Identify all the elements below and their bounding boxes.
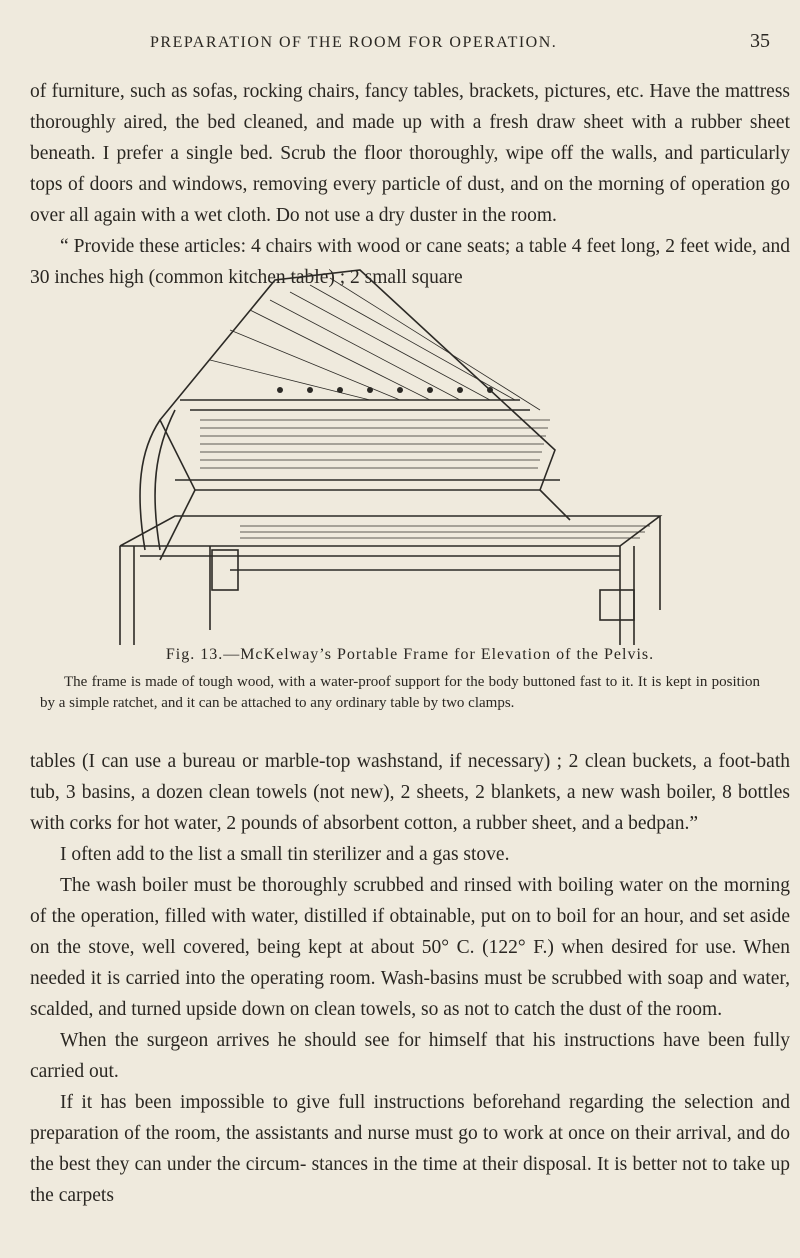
running-title: PREPARATION OF THE ROOM FOR OPERATION. [150,34,558,51]
paragraph: of furniture, such as sofas, rocking chairs, fancy tables, brackets, pictures, etc. Have the mattress thoroughly aired, the bed cleaned, and made up with a fresh draw sheet with a rubber sheet beneath. I prefer a single bed. Scrub the floor thoroughly, wipe off the walls, and particularly tops of doors and windows, removing every particle of dust, and on the morning of operation go over all again with a wet cloth. Do not use a dry duster in the room. [30,81,790,226]
frame-support [160,490,195,560]
paragraph: When the surgeon arrives he should see for himself that his instructions have been fully carried out. [30,1030,790,1082]
figure-legend: The frame is made of tough wood, with a water-proof support for the body buttoned fast to it. It is kept in position by a simple ratchet, and it can be attached to any ordinary table by two clamps. [40,674,760,711]
table-graining [240,526,650,538]
clamp [600,590,634,620]
figure-caption: Fig. 13.—McKelway’s Portable Frame for Elevation of the Pelvis. [165,646,655,663]
body-text-bottom [30,746,790,1211]
running-header [40,30,780,58]
paragraph: I often add to the list a small tin sterilizer and a gas stove. [60,844,510,865]
figure-illustration [100,250,700,645]
paragraph: tables (I can use a bureau or marble-top washstand, if necessary) ; 2 clean buckets, a foot-bath tub, 3 basins, a dozen clean towels (not new), 2 sheets, 2 blankets, a new wash boiler, 8 bottles with corks for hot water, 2 pounds of absorbent cotton, a rubber sheet, and a bedpan.” [30,751,790,834]
table-top [120,516,660,546]
support-buttons [277,387,493,393]
frame-outline [160,270,555,490]
page-number: 35 [750,30,770,52]
paragraph: The wash boiler must be thoroughly scrubbed and rinsed with boiling water on the morning of the operation, filled with water, distilled if obtainable, put on to boil for an hour, and set aside on the stove, well covered, being kept at about 50° C. (122° F.) when desired for use. When needed it is carried into the operating room. Wash-basins must be scrubbed with soap and water, scalded, and turned upside down on clean towels, so as not to catch the dust of the room. [30,875,790,1020]
paragraph: If it has been impossible to give full instructions beforehand regarding the selection and preparation of the room, the assistants and nurse must go to work at once on their arrival, and do the best they can under the circum- stances in the time at their disposal. It is better not to take up the carpets [30,1092,790,1206]
paragraph: “ Provide these articles: 4 chairs with wood or cane seats; a table 4 feet long, 2 feet wide, and 30 inches high (common kitchen table) ; 2 small square [30,236,790,288]
pelvis-elevation-frame-drawing [100,250,700,645]
